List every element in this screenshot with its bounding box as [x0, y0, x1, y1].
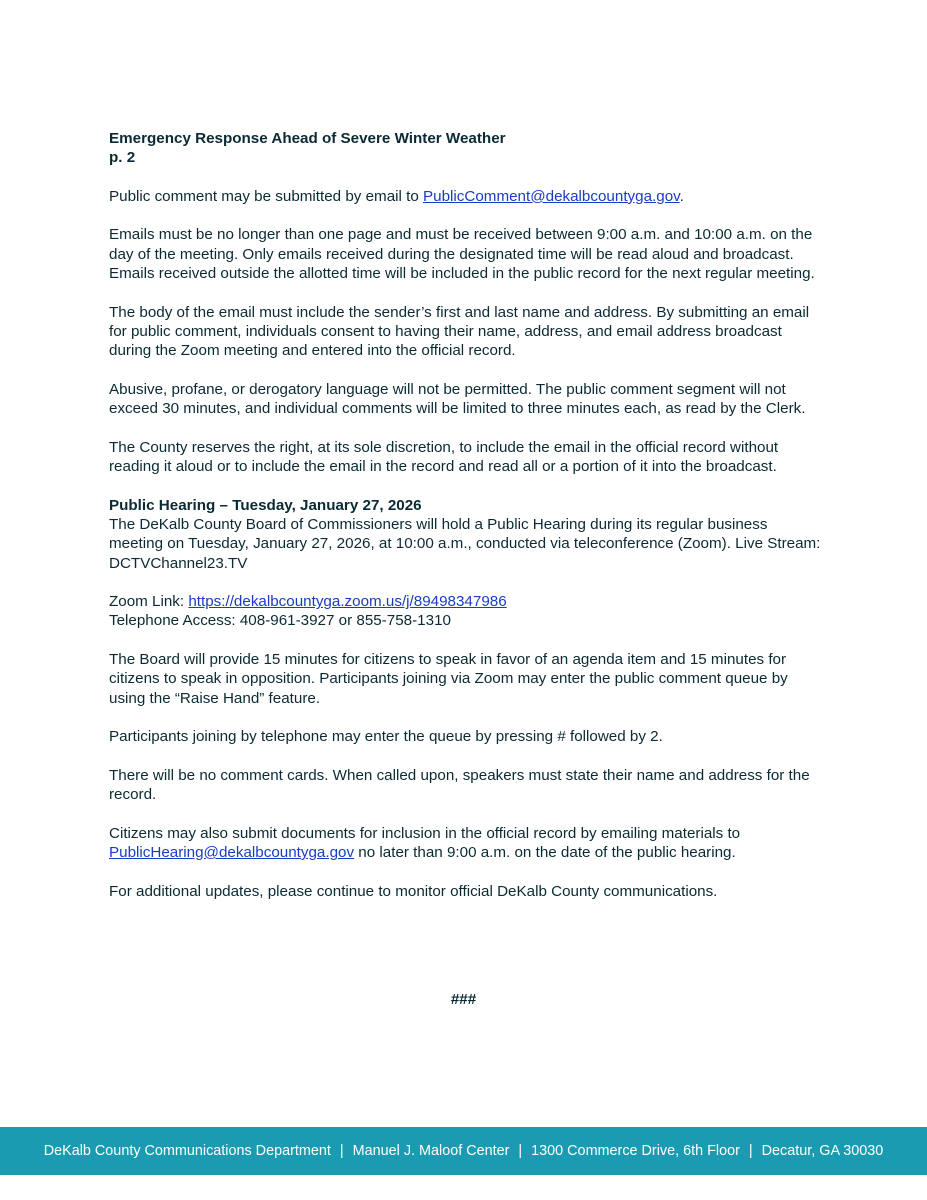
document-title: Emergency Response Ahead of Severe Winter Weather: [109, 130, 506, 147]
telephone-access: Telephone Access: 408-961-3927 or 855-758-1310: [109, 612, 451, 630]
end-mark: ###: [450, 991, 477, 1008]
footer-separator: |: [748, 1143, 753, 1159]
public-comment-intro-end: .: [679, 187, 684, 205]
telephone-queue-paragraph: Participants joining by telephone may enter the queue by pressing # followed by 2.: [109, 728, 663, 746]
language-rules-paragraph: Abusive, profane, or derogatory language will not be permitted. The public comment segment will not exceed 30 minutes, and individual comments will be limited to three minutes each, as read by the Clerk.: [109, 380, 806, 418]
public-comment-email-link[interactable]: PublicComment@dekalbcountyga.gov: [423, 187, 680, 205]
footer-separator: |: [518, 1143, 523, 1159]
footer-department: DeKalb County Communications Department: [43, 1143, 331, 1159]
zoom-link[interactable]: https://dekalbcountyga.zoom.us/j/89498347986: [188, 593, 507, 611]
page-number: p. 2: [109, 149, 136, 167]
public-hearing-intro: The DeKalb County Board of Commissioners will hold a Public Hearing during its regular business meeting on Tuesday, January 27, 2026, at 10:00 a.m., conducted via teleconference (Zoom). Live Stream: DCTVChannel23.TV: [109, 515, 821, 572]
email-content-paragraph: The body of the email must include the sender’s first and last name and address. By submitting an email for public comment, individuals consent to having their name, address, and email address broadcast during the Zoom meeting and entered into the official record.: [109, 303, 810, 360]
board-speaking-paragraph: The Board will provide 15 minutes for citizens to speak in favor of an agenda item and 15 minutes for citizens to speak in opposition. Participants joining via Zoom may enter the public comment queue by using the “Raise Hand” feature.: [109, 651, 788, 707]
access-info: [109, 592, 821, 631]
documents-intro: Citizens may also submit documents for inclusion in the official record by emailing materials to: [109, 824, 741, 842]
comment-cards-paragraph: There will be no comment cards. When called upon, speakers must state their name and address for the record.: [109, 766, 810, 804]
page-header: [109, 129, 821, 168]
documents-end: no later than 9:00 a.m. on the date of the public hearing.: [354, 843, 736, 861]
public-hearing-email-link[interactable]: PublicHearing@dekalbcountyga.gov: [109, 843, 355, 861]
documents-paragraph: [109, 824, 821, 863]
public-comment-intro: [109, 187, 821, 206]
email-rules-paragraph: Emails must be no longer than one page and must be received between 9:00 a.m. and 10:00 a.m. on the day of the meeting. Only emails received during the designated time will be read aloud and broadcast. Emails received outside the allotted time will be included in the public record for the next regular meeting.: [109, 226, 815, 283]
public-hearing-heading: Public Hearing – Tuesday, January 27, 2026: [109, 496, 422, 514]
footer-city: Decatur, GA 30030: [761, 1143, 884, 1159]
document-body: [109, 129, 821, 920]
footer-center: Manuel J. Maloof Center: [352, 1143, 510, 1159]
footer-separator: |: [339, 1143, 344, 1159]
footer-address: 1300 Commerce Drive, 6th Floor: [531, 1143, 740, 1159]
zoom-label: Zoom Link:: [109, 593, 189, 611]
footer-bar: [0, 1127, 927, 1175]
updates-paragraph: For additional updates, please continue to monitor official DeKalb County communications.: [109, 882, 718, 900]
county-rights-paragraph: The County reserves the right, at its sole discretion, to include the email in the official record without reading it aloud or to include the email in the record and read all or a portion of it into the broadcast.: [109, 438, 779, 476]
public-hearing-section: [109, 496, 821, 573]
public-comment-intro-text: Public comment may be submitted by email to: [109, 187, 424, 205]
